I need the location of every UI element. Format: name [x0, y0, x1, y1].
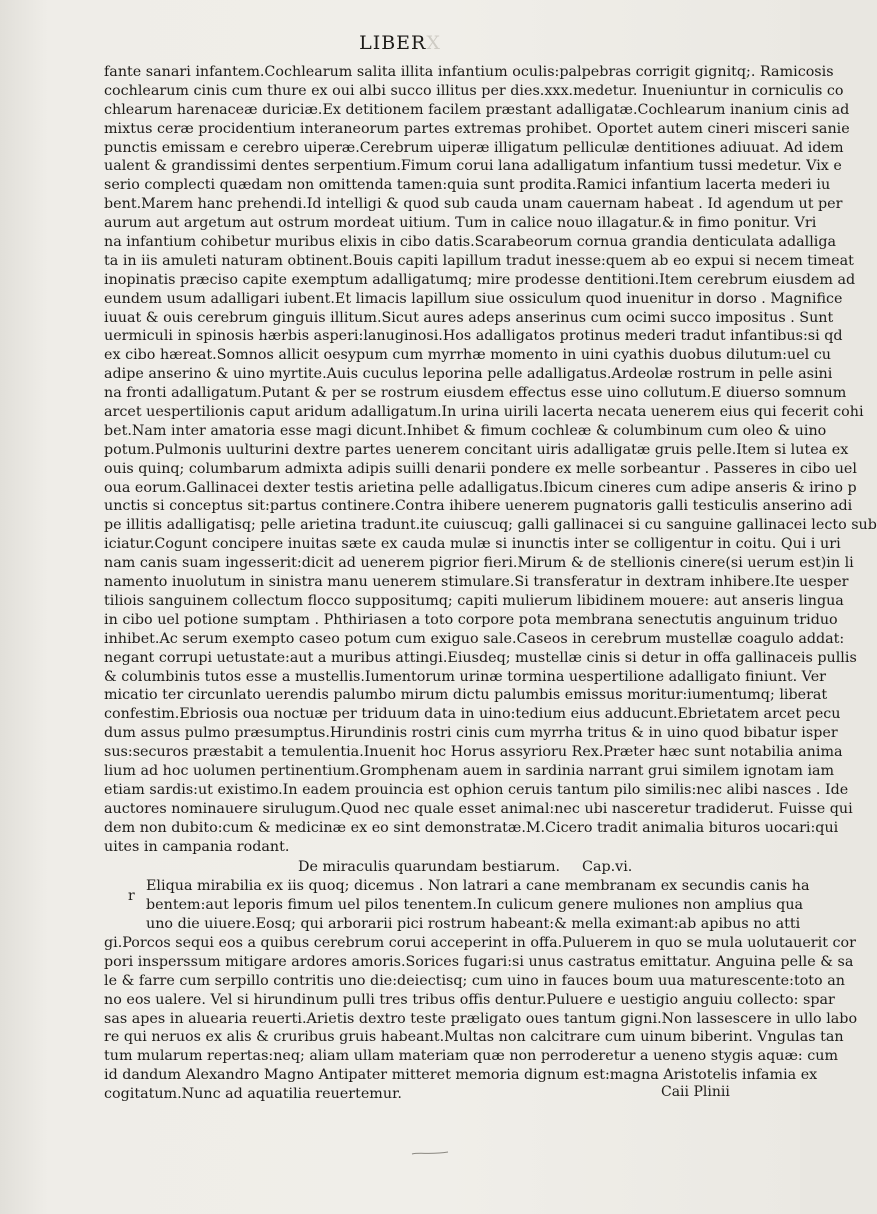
text-line: chlearum harenaceæ duriciæ.Ex detitionem facilem præstant adalligatæ.Cochlearum inanium cinis ad [104, 101, 850, 118]
main-text [104, 63, 877, 1104]
text-line: uites in campania rodant. [104, 838, 290, 855]
text-line: mixtus ceræ procidentium interaneorum partes extremas prohibet. Oportet autem cineri misceri sanie [104, 120, 850, 137]
text-line: iuuat & ouis cerebrum ginguis illitum.Sicut aures adeps anserinus cum ocimi succo impositus . Sunt [104, 309, 834, 326]
text-line: pori insperssum mitigare ardores amoris.Sorices fugari:si unus castratus emittatur. Anguina pelle & sa [104, 953, 854, 970]
text-line: sus:securos præstabit a temulentia.Inuenit hoc Horus assyrioru Rex.Præter hæc sunt notabilia anima [104, 744, 843, 761]
text-line: tum mularum repertas:neq; aliam ullam materiam quæ non perroderetur a ueneno stygis aquæ: cum [104, 1048, 839, 1065]
text-line: na infantium cohibetur muribus elixis in cibo datis.Scarabeorum cornua grandia denticulata adalliga [104, 234, 837, 251]
text-line: tiliois sanguinem collectum flocco suppositumq; capiti mulierum libidinem mouere: aut anseris lingua [104, 592, 844, 609]
chapter-heading [104, 858, 772, 877]
text-line: & columbinis tutos esse a mustellis.Iumentorum urinæ tormina uespertilione adalligato finiunt. Ver [104, 668, 826, 685]
running-header [0, 32, 800, 54]
text-line: ta in iis amuleti naturam obtinent.Bouis capiti lapillum tradut inesse:quem ab eo expui si necem timeat [104, 252, 854, 269]
text-line: negant corrupi uetustate:aut a muribus attingi.Eiusdeq; mustellæ cinis si detur in offa gallinaceis pullis [104, 649, 857, 666]
text-line: dum assus pulmo præsumptus.Hirundinis rostri cinis cum myrrha tritus & in uino quod bibatur isper [104, 725, 838, 742]
text-line: confestim.Ebriosis oua noctuæ per triduum data in uino:tedium eius adducunt.Ebrietatem arcet pecu [104, 706, 841, 723]
text-line: inhibet.Ac serum exempto caseo potum cum exiguo sale.Caseos in cerebrum mustellæ coagulo addat: [104, 630, 845, 647]
text-line: pe illitis adalligatisq; pelle arietina tradunt.ite cuiuscuq; galli gallinacei si cu sanguine gallinacei lecto sub [104, 517, 877, 534]
text-line: fante sanari infantem.Cochlearum salita illita infantium oculis:palpebras corrigit gignitq;. Ramicosis [104, 64, 834, 80]
text-line: uno die uiuere.Eosq; qui arborarii pici rostrum habeant:& mella eximant:ab apibus no atti [146, 916, 801, 933]
chapter-indented-lines [104, 877, 810, 934]
text-line: arcet uespertilionis caput aridum adalligatum.In urina uirili lacerta necata uenerem eius qui fecerit cohi [104, 404, 864, 421]
text-line: unctis si conceptus sit:partus continere.Contra ihibere uenerem pugnatoris galli testiculis anserino adi [104, 498, 853, 515]
text-line: cogitatum.Nunc ad aquatilia reuertemur. [104, 1086, 402, 1103]
text-line: namento inuolutum in sinistra manu uenerem stimulare.Si transferatur in dextram inhibere.Ite uesper [104, 574, 849, 591]
text-line: micatio ter circunlato uerendis palumbo mirum dictu palumbis emissus moritur:iumentumq; liberat [104, 687, 828, 704]
catchword: Caii Plinii [661, 1084, 730, 1100]
text-line: punctis emissam e cerebro uiperæ.Cerebrum uiperæ illigatum pelliculæ dentitiones adiuuat. Ad idem [104, 139, 844, 156]
text-line: re qui neruos ex alis & cruribus gruis habeant.Multas non calcitrare cum uinum biberint. Vngulas tan [104, 1029, 844, 1046]
text-line: na fronti adalligatum.Putant & per se rostrum eiusdem effectus esse uino collutum.E diuerso somnum [104, 385, 847, 402]
chapter-lines [104, 934, 858, 1104]
text-line: eundem usum adalligari iubent.Et limacis lapillum siue ossiculum quod inuenitur in dorso . Magnifice [104, 290, 843, 307]
text-line: iciatur.Cogunt concipere inuitas sæte ex cauda mulæ si inunctis inter se colligentur in coitu. Qui i uri [104, 536, 841, 553]
chapter-title: De miraculis quarundam bestiarum. [298, 859, 561, 876]
text-line: inopinatis præciso capite exemptum adalligatumq; mire prodesse dentitioni.Item cerebrum eiusdem ad [104, 271, 856, 288]
text-line: ex cibo hæreat.Somnos allicit oesypum cum myrrhæ momento in uini cyathis duobus dilutum:uel cu [104, 347, 831, 364]
text-line: cochlearum cinis cum thure ex oui albi succo illitus per dies.xxx.medetur. Inueniuntur in corniculis co [104, 82, 844, 99]
text-line: uermiculi in spinosis hærbis asperi:lanuginosi.Hos adalligatos protinus mederi tradut infantibus:si qd [104, 328, 843, 345]
header-faded-letter: X [426, 32, 441, 54]
text-line: gi.Porcos sequi eos a quibus cerebrum corui acceperint in offa.Puluerem in quo se mula uolutauerit cor [104, 934, 856, 951]
ink-stroke-mark [410, 1150, 450, 1156]
text-line: Eliqua mirabilia ex iis quoq; dicemus . Non latrari a cane membranam ex secundis canis ha [146, 878, 810, 895]
text-line: in cibo uel potione sumptam . Phthiriasen a toto corpore pota membrana senectutis anguinum triduo [104, 611, 838, 628]
text-line: nam canis suam ingesserit:dicit ad uenerem pigrior fieri.Mirum & de stellionis cinere(si uerum est)in li [104, 555, 854, 572]
text-line: dem non dubito:cum & medicinæ ex eo sint demonstratæ.M.Cicero tradit animalia bituros uocari:qui [104, 819, 839, 836]
text-line: sas apes in aluearia reuerti.Arietis dextro teste præligato oues tantum gigni.Non lassescere in ullo labo [104, 1010, 858, 1027]
text-line: ouis quinq; columbarum admixta adipis suilli denarii pondere ex melle sorbeantur . Passeres in cibo uel [104, 460, 857, 477]
text-line: serio complecti quædam non omittenda tamen:quia sunt prodita.Ramici infantium lacerta mederi iu [104, 177, 831, 194]
text-line: ualent & grandissimi dentes serpentium.Fimum corui lana adalligatum infantium tussi medetur. Vix e [104, 158, 842, 175]
text-line: auctores nominauere sirulugum.Quod nec quale esset animal:nec ubi nasceretur tradiderut. Fuisse qui [104, 800, 853, 817]
text-line: adipe anserino & uino myrtite.Auis cuculus leporina pelle adalligatus.Ardeolæ rostrum in pelle asini [104, 366, 833, 383]
text-line: bet.Nam inter amatoria esse magi dicunt.Inhibet & fimum cochleæ & columbinum cum oleo & uino [104, 422, 827, 439]
header-title: LIBER [359, 32, 427, 54]
initial-guide-letter: r [128, 888, 135, 904]
text-line: potum.Pulmonis uulturini dextre partes uenerem concitant uiris adalligatæ gruis pelle.Item si lutea ex [104, 441, 849, 458]
text-line: lium ad hoc uolumen pertinentium.Gromphenam auem in sardinia narrant grui similem ignotam iam [104, 762, 835, 779]
text-line: id dandum Alexandro Magno Antipater mitteret memoria dignum est:magna Aristotelis infamia ex [104, 1067, 818, 1084]
text-line: no eos ualere. Vel si hirundinum pulli tres tribus offis dentur.Puluere e uestigio anguiu collecto: spar [104, 991, 835, 1008]
main-text-lines [104, 63, 877, 856]
chapter-number: Cap.vi. [582, 859, 633, 876]
text-line: etiam sardis:ut existimo.In eadem prouincia est ophion ceruis tantum pilo similis:nec alibi nasces . Ide [104, 781, 849, 798]
text-line: oua eorum.Gallinacei dexter testis arietina pelle adalligatus.Ibicum cineres cum adipe anseris & irino p [104, 479, 857, 496]
text-line: bentem:aut leporis fimum uel pilos tenentem.In culicum genere muliones non amplius qua [146, 897, 804, 914]
text-line: aurum aut argetum aut ostrum mordeat uitium. Tum in calice nouo illagatur.& in fimo ponitur. Vri [104, 215, 817, 232]
text-line: bent.Marem hanc prehendi.Id intelligi & quod sub cauda unam cauernam habeat . Id agendum ut per [104, 196, 843, 213]
text-line: le & farre cum serpillo contritis uno die:deiectisq; cum uino in fauces boum uua maturescente:toto an [104, 972, 845, 989]
